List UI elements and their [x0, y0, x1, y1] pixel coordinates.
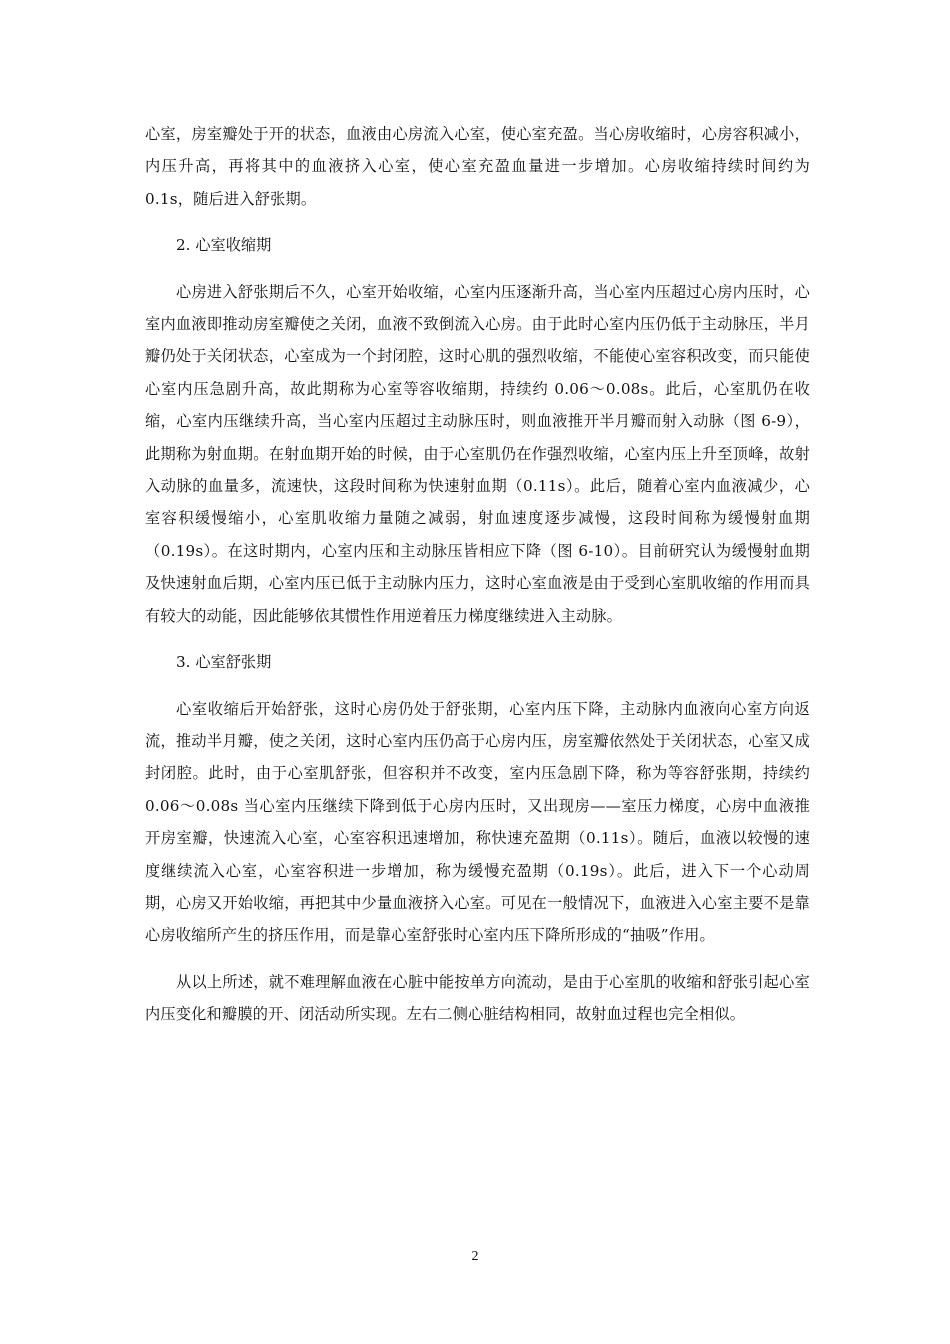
- section-heading-ventricular-diastole: 3. 心室舒张期: [176, 653, 272, 672]
- section-heading-ventricular-systole: 2. 心室收缩期: [176, 236, 272, 255]
- page-number: 2: [471, 1249, 479, 1264]
- paragraph-ventricular-diastole: 心室收缩后开始舒张，这时心房仍处于舒张期，心室内压下降，主动脉内血液向心室方向返流，推动半月瓣，使之关闭，这时心室内压仍高于心房内压，房室瓣依然处于关闭状态，心室又成封闭腔。此时，由于心室肌舒张，但容积并不改变，室内压急剧下降，称为等容舒张期，持续约 0.06～0.08s 当心室内压继续下降到低于心房内压时，又出现房——室压力梯度，心房中血液推开房室瓣，快速流入心室，心室容积迅速增加，称快速充盈期（0.11s）。随后，血液以较慢的速度继续流入心室，心室容积进一步增加，称为缓慢充盈期（0.19s）。此后，进入下一个心动周期，心房又开始收缩，再把其中少量血液挤入心室。可见在一般情况下，血液进入心室主要不是靠心房收缩所产生的挤压作用，而是靠心室舒张时心室内压下降所形成的“抽吸”作用。: [145, 699, 810, 945]
- paragraph-continuation: 心室，房室瓣处于开的状态，血液由心房流入心室，使心室充盈。当心房收缩时，心房容积减小，内压升高，再将其中的血液挤入心室，使心室充盈血量进一步增加。心房收缩持续时间约为 0.1s，随后进入舒张期。: [145, 125, 810, 208]
- paragraph-ventricular-systole: 心房进入舒张期后不久，心室开始收缩，心室内压逐渐升高，当心室内压超过心房内压时，心室内血液即推动房室瓣使之关闭，血液不致倒流入心房。由于此时心室内压仍低于主动脉压，半月瓣仍处于关闭状态，心室成为一个封闭腔，这时心肌的强烈收缩，不能使心室容积改变，而只能使心室内压急剧升高，故此期称为心室等容收缩期，持续约 0.06～0.08s。此后，心室肌仍在收缩，心室内压继续升高，当心室内压超过主动脉压时，则血液推开半月瓣而射入动脉（图 6-9），此期称为射血期。在射血期开始的时候，由于心室肌仍在作强烈收缩，心室内压上升至顶峰，故射入动脉的血量多，流速快，这段时间称为快速射血期（0.11s）。此后，随着心室内血液减少，心室容积缓慢缩小，心室肌收缩力量随之减弱，射血速度逐步减慢，这段时间称为缓慢射血期（0.19s）。在这时期内，心室内压和主动脉压皆相应下降（图 6-10）。目前研究认为缓慢射血期及快速射血后期，心室内压已低于主动脉内压力，这时心室血液是由于受到心室肌收缩的作用而具有较大的动能，因此能够依其惯性作用逆着压力梯度继续进入主动脉。: [145, 282, 810, 625]
- paragraph-summary: 从以上所述，就不难理解血液在心脏中能按单方向流动，是由于心室肌的收缩和舒张引起心室内压变化和瓣膜的开、闭活动所实现。左右二侧心脏结构相同，故射血过程也完全相似。: [145, 972, 810, 1024]
- document-body: [145, 118, 810, 1045]
